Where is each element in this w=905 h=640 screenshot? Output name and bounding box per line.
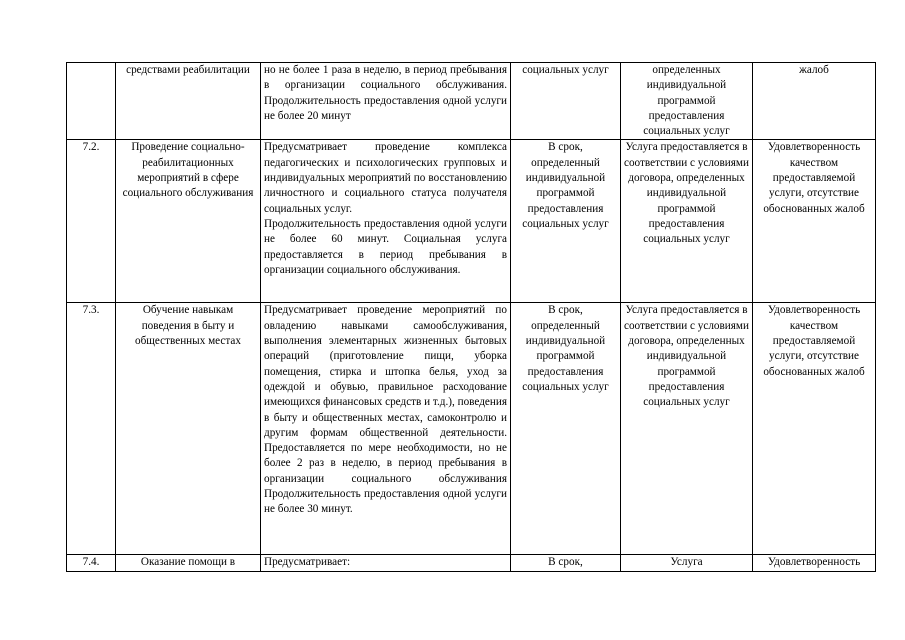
service-quality: Удовлетворенность качеством предоставляемой услуги, отсутствие обоснованных жалоб [753, 303, 876, 555]
row-number: 7.2. [67, 140, 116, 303]
service-description: Предусматривает проведение мероприятий по овладению навыками самообслуживания, выполнения элементарных жизненных бытовых операций (приготовление пищи, уборка помещения, стирка и штопка белья, уход за одеждой и обувью, правильное расходование имеющихся финансовых средств и т.д.), поведения в быту и общественных местах, самоконтролю и другим формам общественной деятельности. Предоставляется по мере необходимости, но не более 2 раз в неделю, в период пребывания в организации социального обслуживания Продолжительность предоставления одной услуги не более 30 минут. [261, 303, 511, 555]
service-quality: жалоб [753, 63, 876, 140]
service-term: В срок, определенный индивидуальной программой предоставления социальных услуг [511, 303, 621, 555]
service-description-part: Предусматривает проведение комплекса педагогических и психологических групповых и индивидуальных мероприятий по восстановлению личностного и социального статуса получателя социальных услуг. [264, 141, 507, 215]
service-term: В срок, определенный индивидуальной программой предоставления социальных услуг [511, 140, 621, 303]
service-name: Обучение навыкам поведения в быту и общественных местах [116, 303, 261, 555]
service-quality: Удовлетворенность качеством предоставляемой услуги, отсутствие обоснованных жалоб [753, 140, 876, 303]
service-name: Проведение социально-реабилитационных мероприятий в сфере социального обслуживания [116, 140, 261, 303]
service-term: социальных услуг [511, 63, 621, 140]
service-conditions: определенных индивидуальной программой предоставления социальных услуг [621, 63, 753, 140]
service-conditions: Услуга [621, 555, 753, 571]
service-name: Оказание помощи в [116, 555, 261, 571]
service-name: средствами реабилитации [116, 63, 261, 140]
service-description [261, 140, 511, 303]
service-description: но не более 1 раза в неделю, в период пребывания в организации социального обслуживания. Продолжительность предоставления одной услуги не более 20 минут [261, 63, 511, 140]
service-quality: Удовлетворенность [753, 555, 876, 571]
row-number: 7.4. [67, 555, 116, 571]
table-row [67, 140, 876, 303]
row-number [67, 63, 116, 140]
service-conditions: Услуга предоставляется в соответствии с условиями договора, определенных индивидуальной программой предоставления социальных услуг [621, 140, 753, 303]
service-description-part: Продолжительность предоставления одной услуги не более 60 минут. Социальная услуга предоставляется в период пребывания в организации социального обслуживания. [264, 217, 507, 276]
table-row [67, 303, 876, 555]
services-table [66, 62, 876, 572]
row-number: 7.3. [67, 303, 116, 555]
table-row [67, 555, 876, 571]
service-conditions: Услуга предоставляется в соответствии с условиями договора, определенных индивидуальной программой предоставления социальных услуг [621, 303, 753, 555]
service-term: В срок, [511, 555, 621, 571]
service-description: Предусматривает: [261, 555, 511, 571]
table-row [67, 63, 876, 140]
